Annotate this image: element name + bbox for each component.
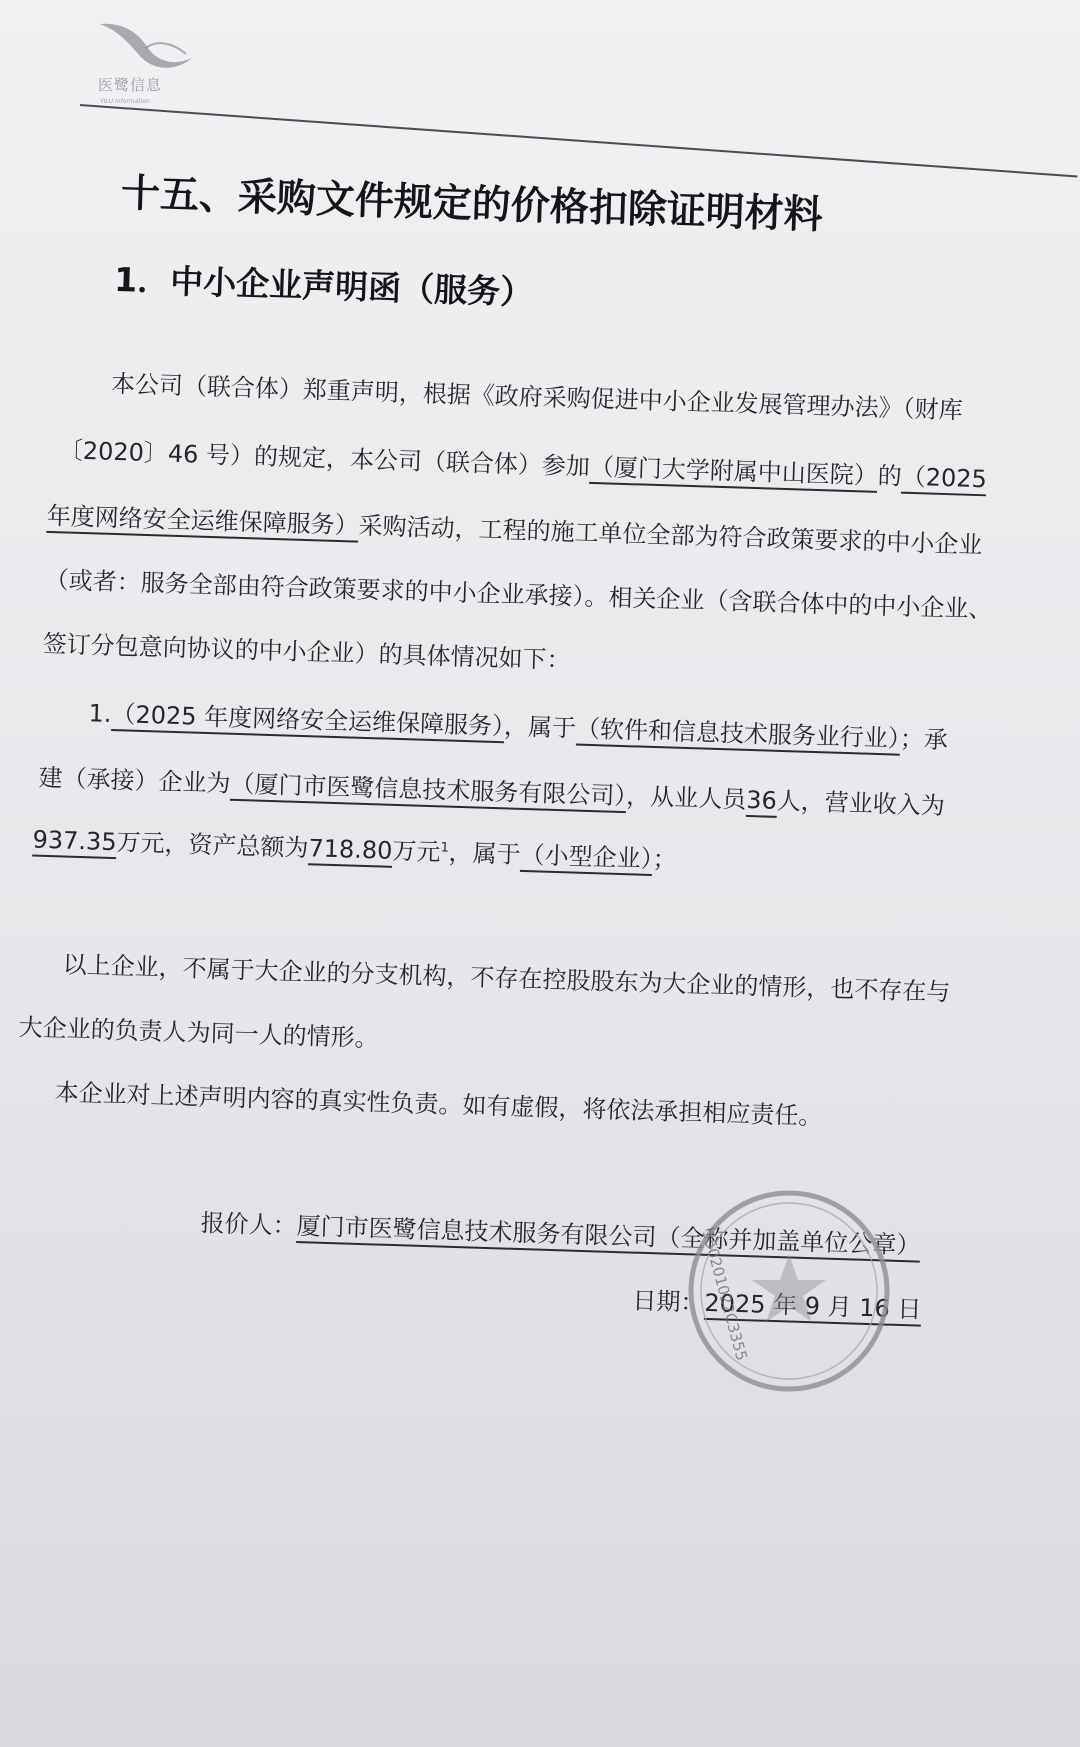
item-company: （厦门市医鹭信息技术服务有限公司）: [230, 770, 627, 813]
item-footnote: 1: [440, 840, 450, 856]
seal-number: 350201022C3355: [698, 1228, 751, 1363]
item1-line3: [32, 825, 678, 874]
item-belongs-label: ，属于: [503, 712, 577, 743]
item-contractor-label: 建（承接）企业为: [38, 763, 231, 798]
page-title: 十五、采购文件规定的价格扣除证明材料: [120, 171, 824, 239]
company-logo: [92, 18, 202, 104]
item-project: （2025 年度网络安全运维保障服务）: [111, 700, 504, 743]
item-revenue: 937.35: [32, 826, 117, 860]
date-label: 日期：: [632, 1286, 705, 1317]
item-end-semicolon: ；: [652, 845, 678, 874]
para2-line2: 大企业的负责人为同一人的情形。: [18, 1013, 380, 1053]
project-name-end: 年度网络安全运维保障服务）: [46, 502, 359, 543]
para1-line2: [58, 436, 988, 494]
logo-name-en: YILU Information: [100, 98, 150, 105]
section-subtitle: 1．中小企业声明函（服务）: [113, 259, 534, 312]
item-belongs2-label: ，属于: [448, 838, 522, 869]
para1-line3-text: 采购活动，工程的施工单位全部为符合政策要求的中小企业: [358, 511, 983, 560]
signature-label: 报价人：: [200, 1209, 298, 1241]
item-assets-label: 万元，资产总额为: [116, 828, 309, 863]
item-number: 1.: [88, 699, 112, 728]
item-semicolon: ；承: [899, 724, 949, 755]
company-seal: [686, 1188, 892, 1394]
para1-line4: （或者：服务全部由符合政策要求的中小企业承接）。相关企业（含联合体中的中小企业、: [44, 565, 993, 624]
item1-line1: [88, 699, 949, 755]
project-name-start: （2025: [901, 463, 987, 497]
para1-line5: 签订分包意向协议的中小企业）的具体情况如下：: [42, 629, 571, 675]
item-revenue-label: 人，营业收入为: [776, 786, 946, 821]
date-value: 2025 年 9 月 16 日: [704, 1289, 922, 1327]
para1-line3: [46, 501, 983, 560]
para3: 本企业对上述声明内容的真实性负责。如有虚假，将依法承担相应责任。: [54, 1078, 823, 1131]
egret-logo-icon: [92, 18, 202, 78]
item-employees-label: ，从业人员: [625, 782, 747, 814]
item1-line2: [38, 763, 946, 821]
para1-line2-de: 的: [877, 461, 903, 491]
para2-line1: 以上企业，不属于大企业的分支机构，不存在控股股东为大企业的情形，也不存在与: [62, 950, 951, 1007]
para1-line1: 本公司（联合体）郑重声明，根据《政府采购促进中小企业发展管理办法》（财库: [110, 369, 964, 425]
item-assets: 718.80: [308, 834, 393, 868]
purchaser-name: （厦门大学附属中山医院）: [589, 453, 878, 493]
item-size: （小型企业）: [520, 841, 653, 876]
para1-line2-text: 〔2020〕46 号）的规定，本公司（联合体）参加: [58, 436, 591, 481]
item-assets-unit: 万元: [391, 836, 441, 867]
logo-name-cn: 医鹭信息: [98, 76, 163, 94]
item-industry: （软件和信息技术服务业行业）: [575, 715, 900, 756]
signature-value: 厦门市医鹭信息技术服务有限公司（全称并加盖单位公章）: [296, 1212, 921, 1263]
item-employees: 36: [746, 786, 778, 818]
